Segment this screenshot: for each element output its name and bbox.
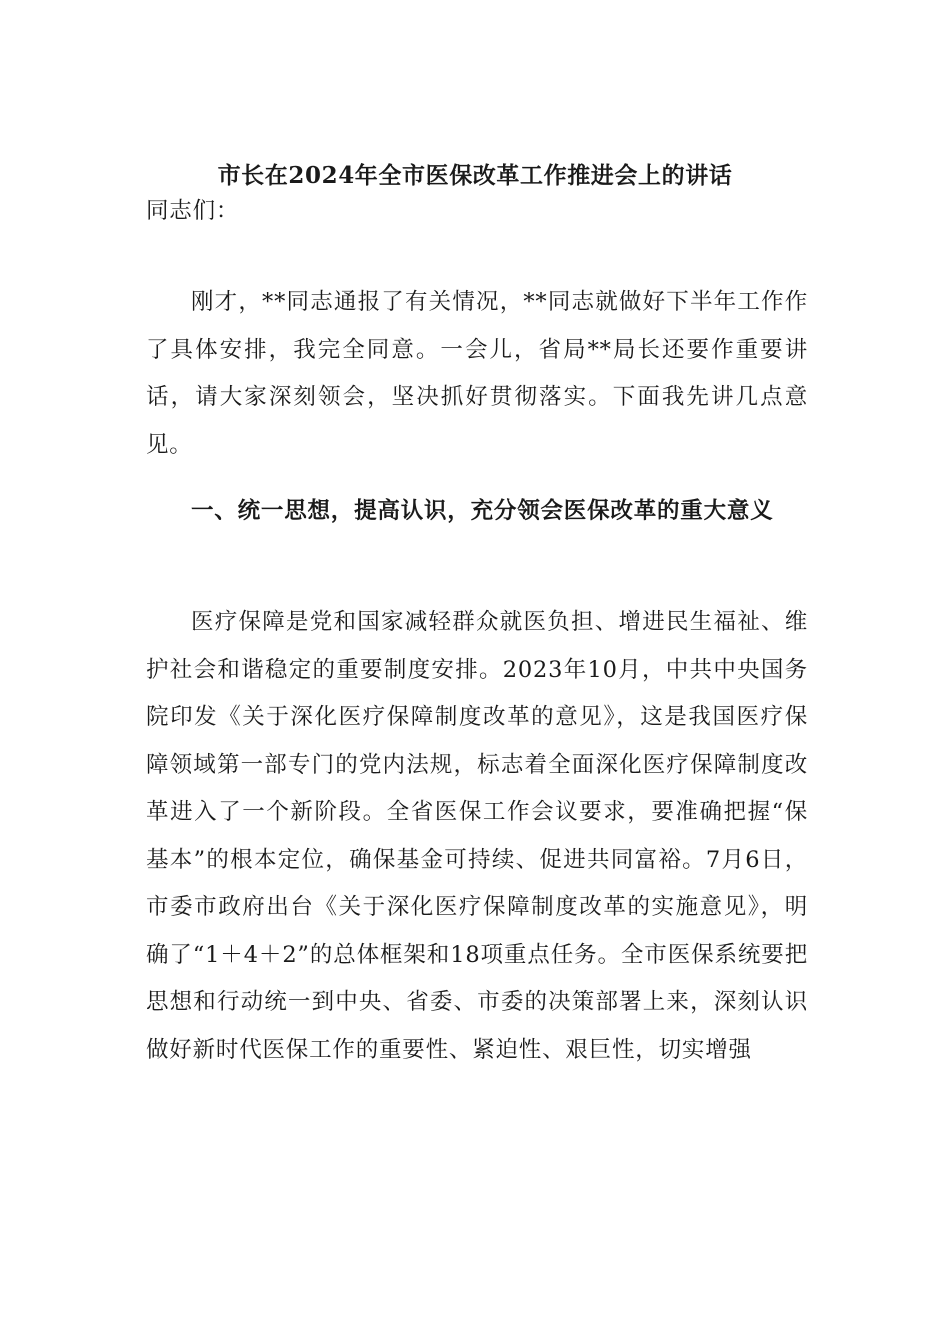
salutation: 同志们： [146, 198, 240, 224]
section-1-paragraph: 医疗保障是党和国家减轻群众就医负担、增进民生福祉、维护社会和谐稳定的重要制度安排。2023年10月，中共中央国务院印发《关于深化医疗保障制度改革的意见》，这是我国医疗保障领域第一部专门的党内法规，标志着全面深化医疗保障制度改革进入了一个新阶段。全省医保工作会议要求，要准确把握“保基本”的根本定位，确保基金可持续、促进共同富裕。7月6日，市委市政府出台《关于深化医疗保障制度改革的实施意见》，明确了“1＋4＋2”的总体框架和18项重点任务。全市医保系统要把思想和行动统一到中央、省委、市委的决策部署上来，深刻认识做好新时代医保工作的重要性、紧迫性、艰巨性，切实增强 [146, 609, 808, 1063]
document-title: 市长在2024年全市医保改革工作推进会上的讲话 [217, 162, 733, 189]
intro-paragraph: 刚才，**同志通报了有关情况，**同志就做好下半年工作作了具体安排，我完全同意。一会儿，省局**局长还要作重要讲话，请大家深刻领会，坚决抓好贯彻落实。下面我先讲几点意见。 [146, 289, 808, 458]
section-1-heading: 一、统一思想，提高认识，充分领会医保改革的重大意义 [191, 498, 774, 524]
